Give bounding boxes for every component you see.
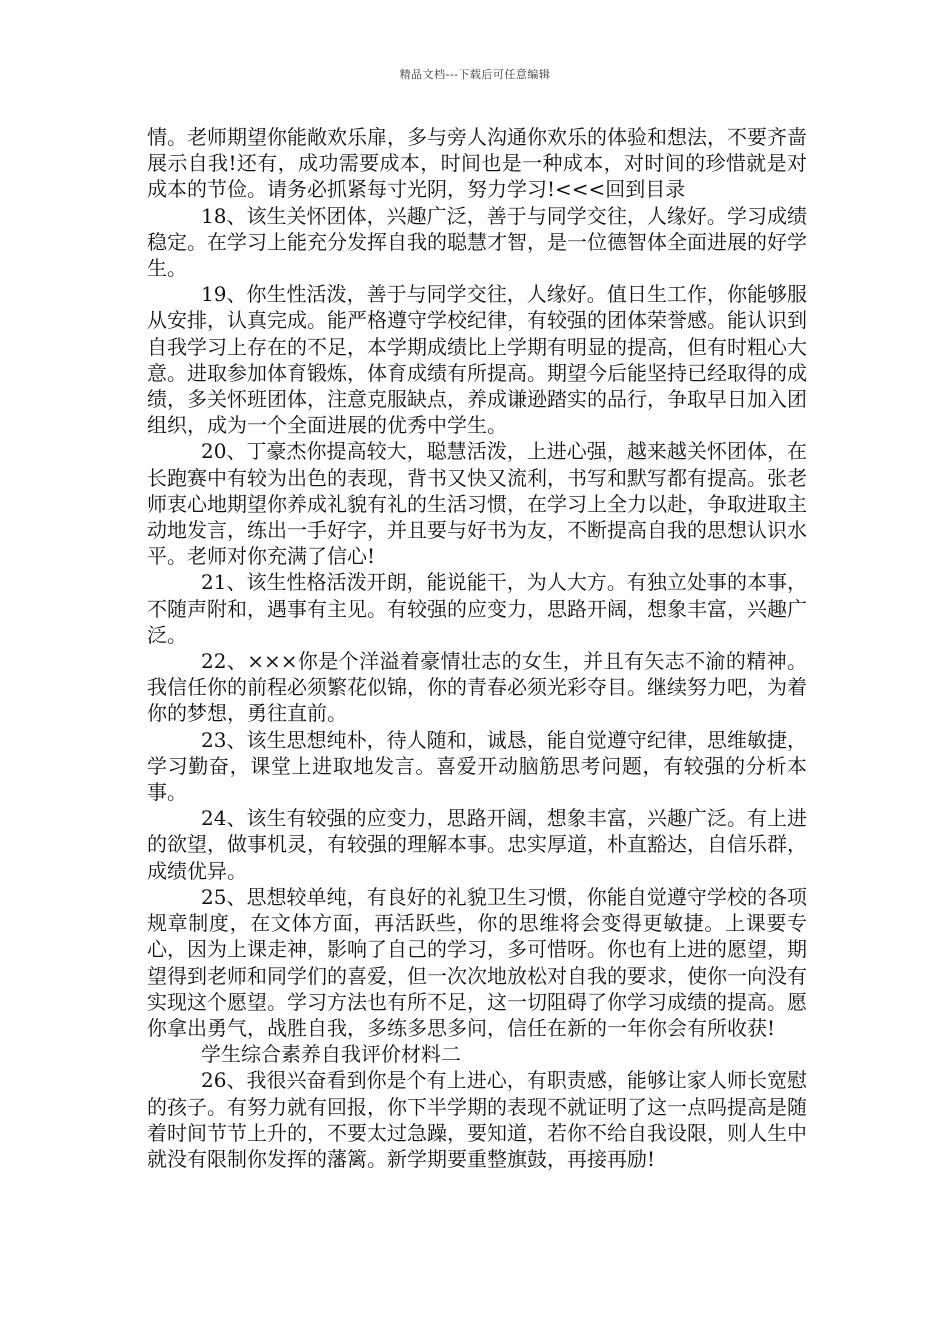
paragraph-19: 19、你生性活泼，善于与同学交往，人缘好。值日生工作，你能够服从安排，认真完成。能严格遵守学校纪律，有较强的团体荣誉感。能认识到自我学习上存在的不足，本学期成绩比上学期有明显的提高，但有时粗心大意。进取参加体育锻炼，体育成绩有所提高。期望今后能坚持已经取得的成绩，多关怀班团体，注意克服缺点，养成谦逊踏实的品行，争取早日加入团组织，成为一个全面进展的优秀中学生。 (147, 282, 807, 438)
section-heading: 学生综合素养自我评价材料二 (201, 1042, 461, 1067)
paragraph-18: 18、该生关怀团体，兴趣广泛，善于与同学交往，人缘好。学习成绩稳定。在学习上能充分发挥自我的聪慧才智，是一位德智体全面进展的好学生。 (147, 203, 807, 281)
paragraph-25: 25、思想较单纯，有良好的礼貌卫生习惯，你能自觉遵守学校的各项规章制度，在文体方面，再活跃些，你的思维将会变得更敏捷。上课要专心，因为上课走神，影响了自己的学习，多可惜呀。你也有上进的愿望，期望得到老师和同学们的喜爱，但一次次地放松对自我的要求，使你一向没有实现这个愿望。学习方法也有所不足，这一切阻碍了你学习成绩的提高。愿你拿出勇气，战胜自我，多练多思多问，信任在新的一年你会有所收获! (147, 884, 807, 1040)
paragraph-20: 20、丁豪杰你提高较大，聪慧活泼，上进心强，越来越关怀团体，在长跑赛中有较为出色的表现，背书又快又流利，书写和默写都有提高。张老师衷心地期望你养成礼貌有礼的生活习惯，在学习上全力以赴，争取进取主动地发言，练出一手好字，并且要与好书为友，不断提高自我的思想认识水平。老师对你充满了信心! (147, 439, 807, 569)
paragraph-23: 23、该生思想纯朴，待人随和，诚恳，能自觉遵守纪律，思维敏捷，学习勤奋，课堂上进取地发言。喜爱开动脑筋思考问题，有较强的分析本事。 (147, 727, 807, 805)
page-header: 精品文档---下载后可任意编辑 (399, 68, 551, 81)
document-body (147, 124, 807, 1172)
paragraph-26: 26、我很兴奋看到你是个有上进心，有职责感，能够让家人师长宽慰的孩子。有努力就有回报，你下半学期的表现不就证明了这一点吗提高是随着时间节节上升的，不要太过急躁，要知道，若你不给自我设限，则人生中就没有限制你发挥的藩篱。新学期要重整旗鼓，再接再励! (147, 1068, 807, 1171)
paragraph-21: 21、该生性格活泼开朗，能说能干，为人大方。有独立处事的本事，不随声附和，遇事有主见。有较强的应变力，思路开阔，想象丰富，兴趣广泛。 (147, 570, 807, 647)
paragraph-continuation: 情。老师期望你能敞欢乐扉，多与旁人沟通你欢乐的体验和想法，不要齐啬展示自我!还有，成功需要成本，时间也是一种成本，对时间的珍惜就是对成本的节俭。请务必抓紧每寸光阴，努力学习!<<<回到目录 (147, 125, 807, 202)
paragraph-24: 24、该生有较强的应变力，思路开阔，想象丰富，兴趣广泛。有上进的欲望，做事机灵，有较强的理解本事。忠实厚道，朴直豁达，自信乐群，成绩优异。 (147, 806, 807, 883)
paragraph-22: 22、×××你是个洋溢着豪情壮志的女生，并且有矢志不渝的精神。我信任你的前程必须繁花似锦，你的青春必须光彩夺目。继续努力吧，为着你的梦想，勇往直前。 (147, 649, 807, 726)
